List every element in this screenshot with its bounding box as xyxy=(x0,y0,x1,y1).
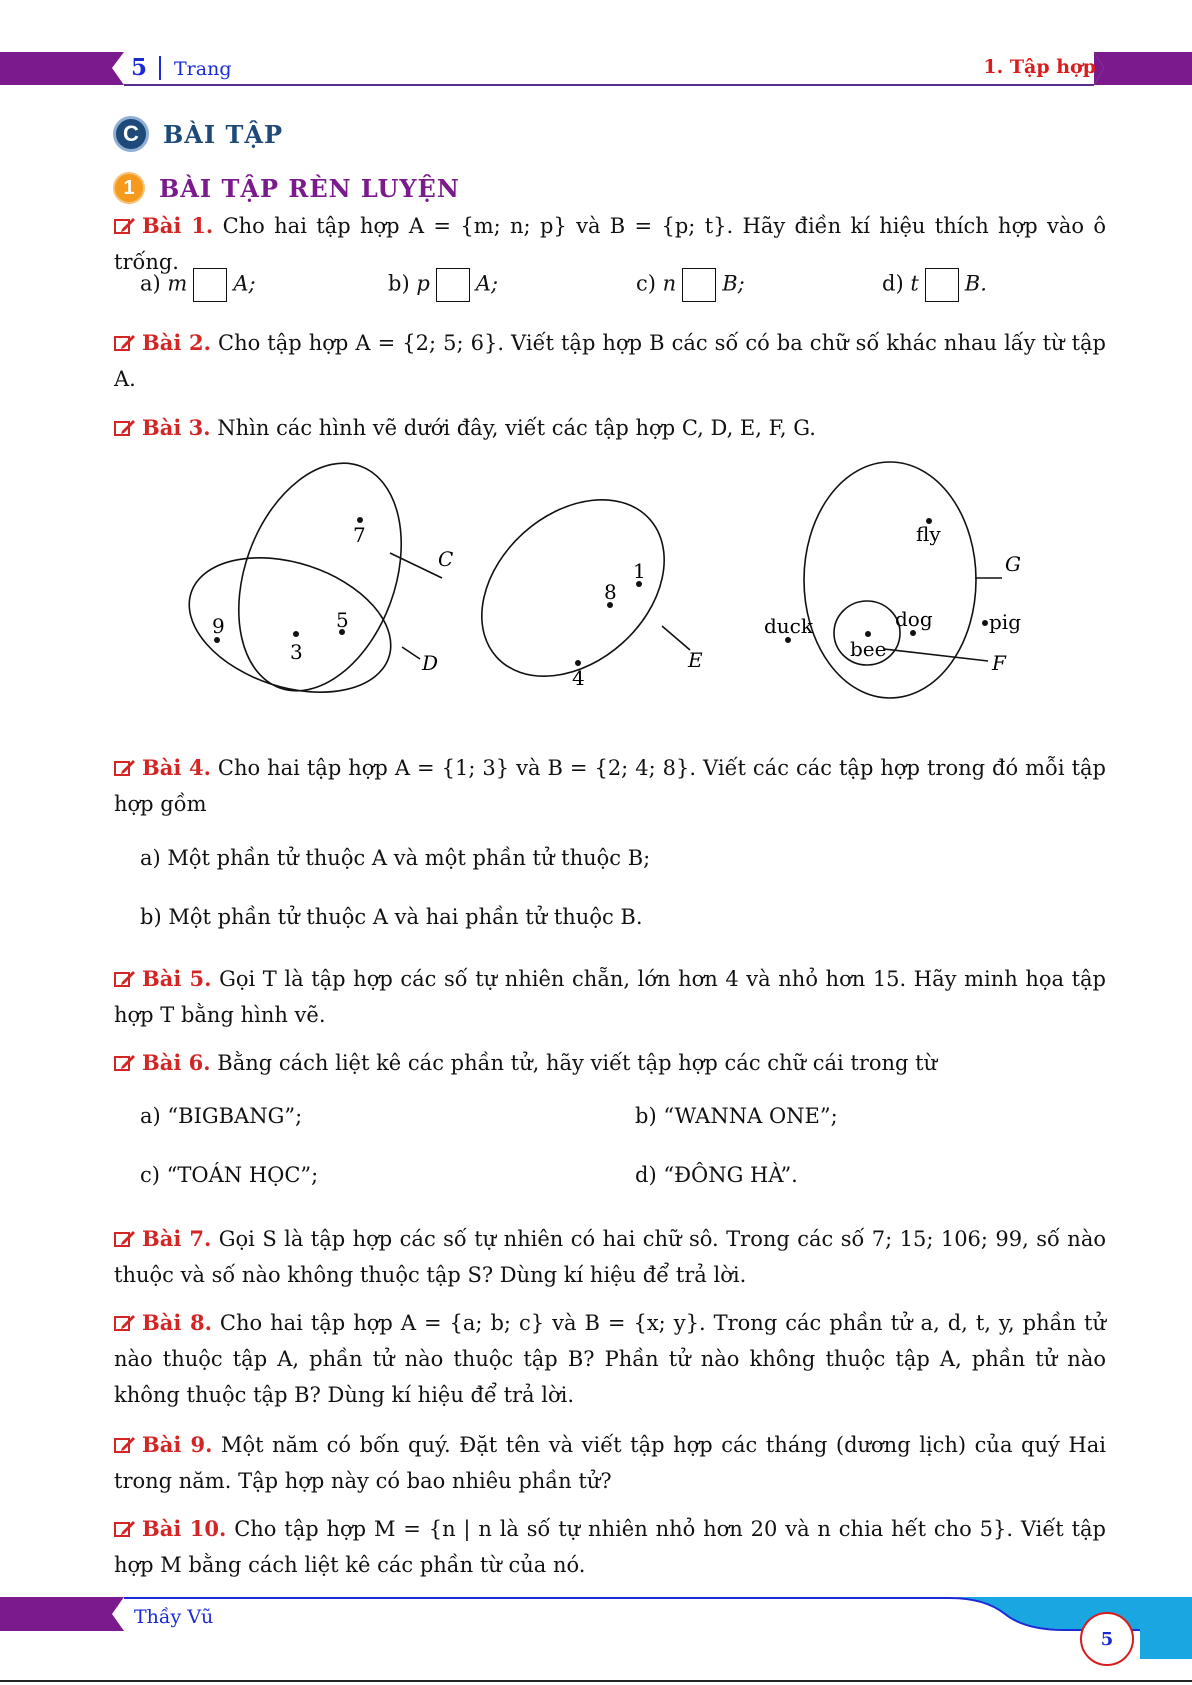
venn-diagram-1 xyxy=(180,460,442,710)
problem-label: Bài 1. xyxy=(142,213,214,238)
problem-label: Bài 9. xyxy=(142,1432,213,1457)
header-separator xyxy=(159,56,161,80)
problem-label: Bài 2. xyxy=(142,330,211,355)
set-g-ellipse xyxy=(804,462,976,698)
pen-icon xyxy=(114,759,136,777)
problem-label: Bài 4. xyxy=(142,755,211,780)
item-element: n xyxy=(662,271,677,296)
item-element: t xyxy=(910,271,919,296)
answer-box[interactable] xyxy=(193,268,227,302)
item-label: b) xyxy=(140,905,162,929)
item-set: B; xyxy=(722,271,745,296)
point-label: 4 xyxy=(572,666,585,690)
point-dot xyxy=(293,631,299,637)
header-page-number: 5 xyxy=(131,54,148,81)
set-label: F xyxy=(992,651,1006,675)
item-label: b) xyxy=(635,1104,657,1128)
answer-box[interactable] xyxy=(925,268,959,302)
point-label: 5 xyxy=(336,608,349,632)
item-label: c) xyxy=(140,1163,160,1187)
problem-label: Bài 7. xyxy=(142,1226,212,1251)
item-element: m xyxy=(167,271,188,296)
item-text: Một phần tử thuộc A và một phần tử thuộc B; xyxy=(167,846,651,870)
problem-label: Bài 10. xyxy=(142,1516,227,1541)
problem-text: Cho hai tập hợp A = {a; b; c} và B = {x; y}. Trong các phần tử a, d, t, y, phần tử nào thuộc tập A, phần tử nào thuộc tập B? Phần tử nào không thuộc tập A, phần tử nào không thuộc tập B? Dùng kí hiệu để trả lời. xyxy=(114,1311,1106,1407)
set-d-pointer xyxy=(402,647,420,659)
item-label: d) xyxy=(882,271,904,296)
problem-text: Bằng cách liệt kê các phần tử, hãy viết tập hợp các chữ cái trong từ xyxy=(217,1051,938,1075)
answer-box[interactable] xyxy=(682,268,716,302)
set-f-pointer xyxy=(884,649,988,661)
set-label: D xyxy=(422,651,439,675)
point-label: 9 xyxy=(212,614,225,638)
problem-9 xyxy=(114,1427,1106,1499)
point-label: 8 xyxy=(604,580,617,604)
problem-text: Gọi S là tập hợp các số tự nhiên có hai chữ sô. Trong các số 7; 15; 106; 99, số nào thuộc và số nào không thuộc tập S? Dùng kí hiệu để trả lời. xyxy=(114,1227,1106,1287)
section-title-c: BÀI TẬP xyxy=(163,119,284,149)
header-section-ref: 1. Tập hợp xyxy=(983,56,1096,78)
problem-1-item-d xyxy=(882,268,987,302)
problem-4-item-a xyxy=(140,846,650,870)
problem-1-item-b xyxy=(388,268,498,302)
problem-text: Cho hai tập hợp A = {1; 3} và B = {2; 4; 8}. Viết các các tập hợp trong đó mỗi tập hợp gồm xyxy=(114,756,1106,816)
section-heading-c xyxy=(113,116,283,152)
pen-icon xyxy=(114,1054,136,1072)
pen-icon xyxy=(114,1520,136,1538)
section-badge-c: C xyxy=(113,116,149,152)
item-set: A; xyxy=(233,271,256,296)
item-text: “BIGBANG”; xyxy=(167,1104,303,1128)
set-label: G xyxy=(1005,552,1021,576)
problem-text: Cho tập hợp M = {n | n là số tự nhiên nhỏ hơn 20 và n chia hết cho 5}. Viết tập hợp M bằng cách liệt kê các phần từ của nó. xyxy=(114,1517,1106,1577)
answer-box[interactable] xyxy=(436,268,470,302)
problem-6-item-b xyxy=(635,1104,838,1128)
venn-3-points xyxy=(785,518,988,643)
point-label: pig xyxy=(989,610,1022,634)
section-heading-1 xyxy=(113,172,460,204)
footer-page-number: 5 xyxy=(1080,1612,1134,1666)
item-label: d) xyxy=(635,1163,657,1187)
item-text: Một phần tử thuộc A và hai phần tử thuộc B. xyxy=(168,905,643,929)
problem-label: Bài 6. xyxy=(142,1050,211,1075)
problem-3 xyxy=(114,410,1106,446)
pen-icon xyxy=(114,1230,136,1248)
section-badge-1: 1 xyxy=(113,172,145,204)
item-text: “WANNA ONE”; xyxy=(663,1104,838,1128)
venn-diagram-3 xyxy=(804,462,1002,698)
point-label: 1 xyxy=(633,559,646,583)
point-label: 3 xyxy=(290,640,303,664)
problem-8 xyxy=(114,1305,1106,1413)
problem-text: Nhìn các hình vẽ dưới đây, viết các tập hợp C, D, E, F, G. xyxy=(217,416,816,440)
problem-6-item-a xyxy=(140,1104,302,1128)
problem-text: Cho tập hợp A = {2; 5; 6}. Viết tập hợp B các số có ba chữ số khác nhau lấy từ tập A. xyxy=(114,331,1106,391)
problem-4-item-b xyxy=(140,905,643,929)
problem-1-item-c xyxy=(636,268,745,302)
problem-6-item-c xyxy=(140,1163,318,1187)
item-label: a) xyxy=(140,271,161,296)
item-set: B. xyxy=(964,271,987,296)
problem-5 xyxy=(114,961,1106,1033)
section-title-1: BÀI TẬP RÈN LUYỆN xyxy=(159,173,460,203)
problem-label: Bài 3. xyxy=(142,415,211,440)
header-rule xyxy=(124,84,1094,86)
item-text: “ĐÔNG HÀ”. xyxy=(663,1163,798,1187)
pen-icon xyxy=(114,970,136,988)
point-label: 7 xyxy=(353,523,366,547)
problem-text: Cho hai tập hợp A = {m; n; p} và B = {p; t}. Hãy điền kí hiệu thích hợp vào ô trống. xyxy=(114,214,1106,274)
problem-7 xyxy=(114,1221,1106,1293)
point-label: fly xyxy=(916,522,941,546)
problem-label: Bài 5. xyxy=(142,966,212,991)
problem-10 xyxy=(114,1511,1106,1583)
item-label: b) xyxy=(388,271,410,296)
problem-4 xyxy=(114,750,1106,822)
set-label: E xyxy=(688,648,703,672)
item-element: p xyxy=(416,271,430,296)
set-label: C xyxy=(438,547,454,571)
problem-label: Bài 8. xyxy=(142,1310,212,1335)
point-dot xyxy=(982,620,988,626)
pen-icon xyxy=(114,1314,136,1332)
point-label: duck xyxy=(764,614,814,638)
venn-figure xyxy=(180,460,1060,710)
problem-6 xyxy=(114,1045,1106,1081)
footer-author: Thầy Vũ xyxy=(134,1606,214,1628)
problem-text: Gọi T là tập hợp các số tự nhiên chẵn, lớn hơn 4 và nhỏ hơn 15. Hãy minh họa tập hợp T bằng hình vẽ. xyxy=(114,967,1106,1027)
problem-6-item-d xyxy=(635,1163,798,1187)
item-text: “TOÁN HỌC”; xyxy=(166,1163,319,1187)
item-label: c) xyxy=(636,271,656,296)
problem-1-item-a xyxy=(140,268,256,302)
pen-icon xyxy=(114,419,136,437)
set-e-pointer xyxy=(662,626,690,650)
point-label: dog xyxy=(895,607,933,631)
problem-text: Một năm có bốn quý. Đặt tên và viết tập hợp các tháng (dương lịch) của quý Hai trong năm. Tập hợp này có bao nhiêu phần tử? xyxy=(114,1433,1106,1493)
problem-2 xyxy=(114,325,1106,397)
item-set: A; xyxy=(475,271,499,296)
item-label: a) xyxy=(140,846,161,870)
point-label: bee xyxy=(850,637,887,661)
pen-icon xyxy=(114,1436,136,1454)
pen-icon xyxy=(114,334,136,352)
header-page-word: Trang xyxy=(174,58,232,80)
item-label: a) xyxy=(140,1104,161,1128)
pen-icon xyxy=(114,217,136,235)
